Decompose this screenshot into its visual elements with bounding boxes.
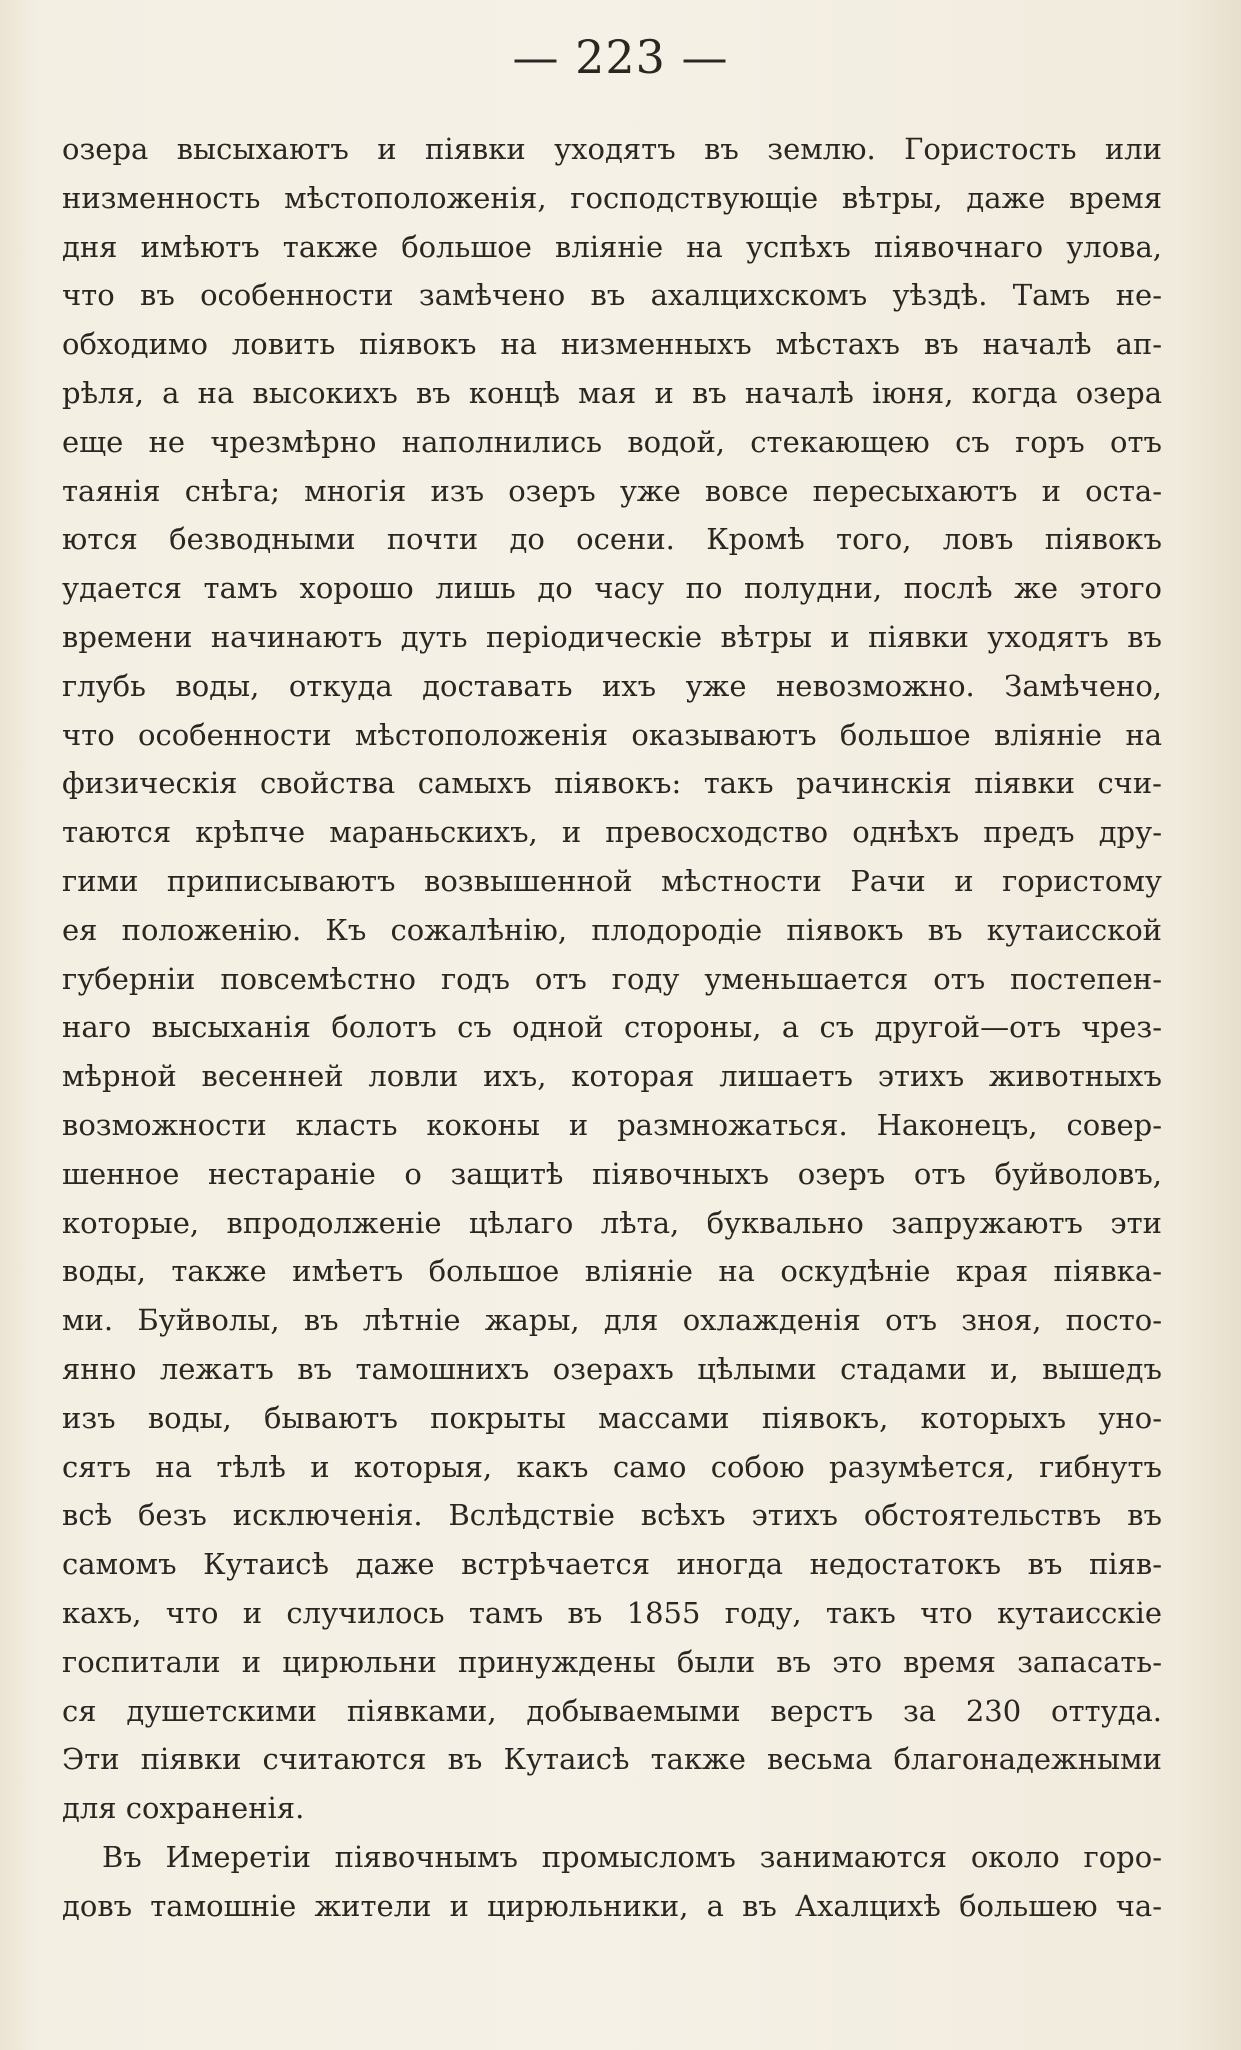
body-text xyxy=(62,125,1162,1930)
text-line: ми. Буйволы, въ лѣтніе жары, для охлажденія отъ зноя, посто- xyxy=(62,1303,1162,1338)
text-line: озера высыхаютъ и піявки уходятъ въ землю. Гористость или xyxy=(62,132,1162,166)
text-line: шенное нестараніе о защитѣ піявочныхъ озеръ отъ буйволовъ, xyxy=(62,1156,1162,1191)
text-line: всѣ безъ исключенія. Вслѣдствіе всѣхъ этихъ обстоятельствъ въ xyxy=(62,1498,1162,1533)
text-line: наго высыханія болотъ съ одной стороны, а съ другой—отъ чрез- xyxy=(62,1010,1162,1045)
text-line: кахъ, что и случилось тамъ въ 1855 году, такъ что кутаисскіе xyxy=(62,1595,1162,1630)
text-line: физическія свойства самыхъ піявокъ: такъ рачинскія піявки счи- xyxy=(62,766,1162,801)
text-line: мѣрной весенней ловли ихъ, которая лишаетъ этихъ животныхъ xyxy=(62,1059,1162,1094)
text-line: губерніи повсемѣстно годъ отъ году уменьшается отъ постепен- xyxy=(62,961,1162,996)
text-line: времени начинаютъ дуть періодическіе вѣтры и піявки уходятъ въ xyxy=(62,619,1162,654)
text-line: изъ воды, бываютъ покрыты массами піявокъ, которыхъ уно- xyxy=(62,1400,1162,1435)
text-line: Эти піявки считаются въ Кутаисѣ также весьма благонадежными xyxy=(62,1742,1162,1777)
text-line: таются крѣпче мараньскихъ, и превосходство однѣхъ предъ дру- xyxy=(62,815,1162,850)
text-line: что въ особенности замѣчено въ ахалцихскомъ уѣздѣ. Тамъ не- xyxy=(62,278,1162,313)
text-line: глубь воды, откуда доставать ихъ уже невозможно. Замѣчено, xyxy=(62,668,1162,703)
text-line: удается тамъ хорошо лишь до часу по полудни, послѣ же этого xyxy=(62,571,1162,606)
text-line: низменность мѣстоположенія, господствующіе вѣтры, даже время xyxy=(62,180,1162,215)
text-line: янно лежатъ въ тамошнихъ озерахъ цѣлыми стадами и, вышедъ xyxy=(62,1351,1162,1386)
text-line: ся душетскими піявками, добываемыми верстъ за 230 оттуда. xyxy=(62,1693,1162,1728)
text-line: еще не чрезмѣрно наполнились водой, стекающею съ горъ отъ xyxy=(62,424,1162,459)
text-line: воды, также имѣетъ большое вліяніе на оскудѣніе края піявка- xyxy=(62,1254,1162,1289)
text-line: гими приписываютъ возвышенной мѣстности Рачи и гористому xyxy=(62,863,1162,898)
text-line: довъ тамошніе жители и цирюльники, а въ Ахалцихѣ большею ча- xyxy=(62,1888,1162,1923)
text-line: дня имѣютъ также большое вліяніе на успѣхъ піявочнаго улова, xyxy=(62,229,1162,264)
text-line: таянія снѣга; многія изъ озеръ уже вовсе пересыхаютъ и оста- xyxy=(62,473,1162,508)
text-line: госпитали и цирюльни принуждены были въ это время запасать- xyxy=(62,1644,1162,1679)
page-number: — 223 — xyxy=(512,30,729,84)
text-line: сятъ на тѣлѣ и которыя, какъ само собою разумѣется, гибнутъ xyxy=(62,1449,1162,1484)
text-line: возможности класть коконы и размножаться. Наконецъ, совер- xyxy=(62,1107,1162,1142)
text-line: ея положенію. Къ сожалѣнію, плодородіе піявокъ въ кутаисской xyxy=(62,912,1162,947)
text-line: самомъ Кутаисѣ даже встрѣчается иногда недостатокъ въ піяв- xyxy=(62,1547,1162,1582)
text-line: рѣля, а на высокихъ въ концѣ мая и въ началѣ іюня, когда озера xyxy=(62,375,1162,410)
paragraph-first-line: Въ Имеретіи піявочнымъ промысломъ занимаются около горо- xyxy=(102,1839,1162,1874)
text-line: что особенности мѣстоположенія оказываютъ большое вліяніе на xyxy=(62,717,1162,752)
paragraph-end-line: для сохраненія. xyxy=(62,1791,305,1826)
text-line: ются безводными почти до осени. Кромѣ того, ловъ піявокъ xyxy=(62,522,1162,557)
text-line: которые, впродолженіе цѣлаго лѣта, буквально запружаютъ эти xyxy=(62,1205,1162,1240)
text-line: обходимо ловить піявокъ на низменныхъ мѣстахъ въ началѣ ап- xyxy=(62,327,1162,362)
